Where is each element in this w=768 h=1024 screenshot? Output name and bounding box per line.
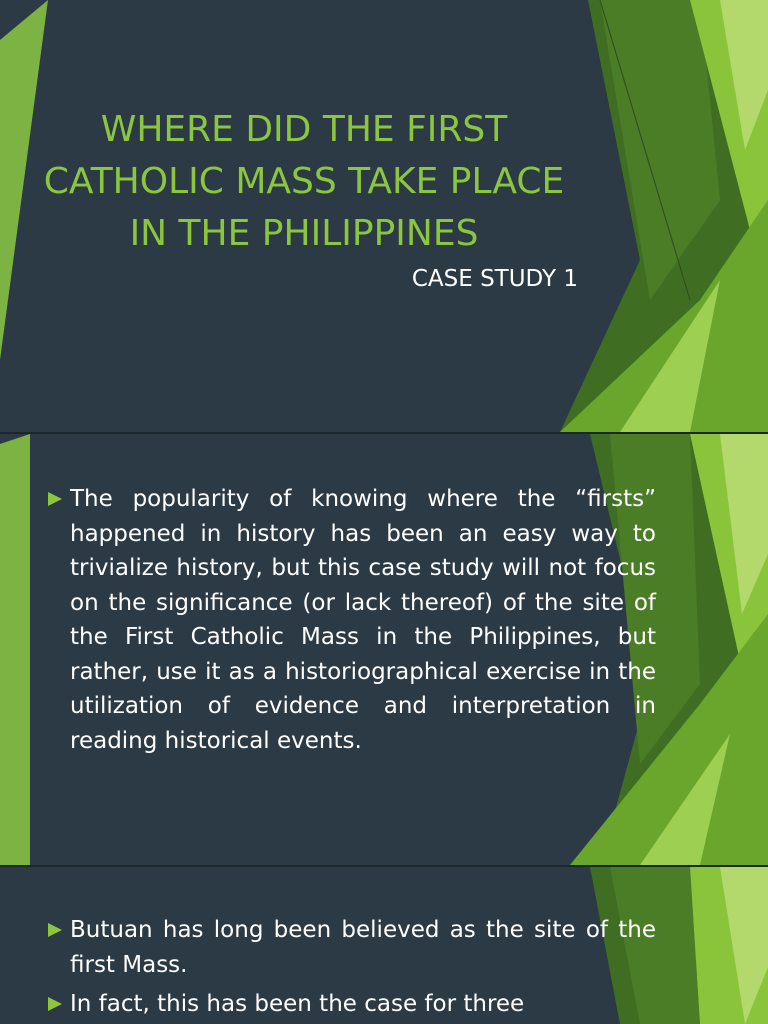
content-slide-2 [0,867,768,1024]
triangle-bullet-icon [48,492,62,506]
triangle-bullet-icon [48,923,62,937]
content-slide-1 [0,434,768,865]
title-slide [0,0,768,432]
bullet-item [48,482,656,758]
triangle-bullet-icon [48,997,62,1011]
bullet-text: The popularity of knowing where the “firsts” happened in history has been an easy way to trivialize history, but this case study will not focus on the significance (or lack thereof) of the site of the First Catholic Mass in the Philippines, but rather, use it as a historiographical exercise in the utilization of evidence and interpretation in reading historical events. [70,486,656,754]
bullet-text: In fact, this has been the case for three [70,991,525,1017]
slide-subtitle: CASE STUDY 1 [411,266,578,292]
bullet-item [48,987,656,1022]
bullet-item [48,913,656,982]
slide-title: WHERE DID THE FIRST CATHOLIC MASS TAKE PLACE IN THE PHILIPPINES [43,109,565,254]
bullet-text: Butuan has long been believed as the site of the first Mass. [70,917,656,978]
